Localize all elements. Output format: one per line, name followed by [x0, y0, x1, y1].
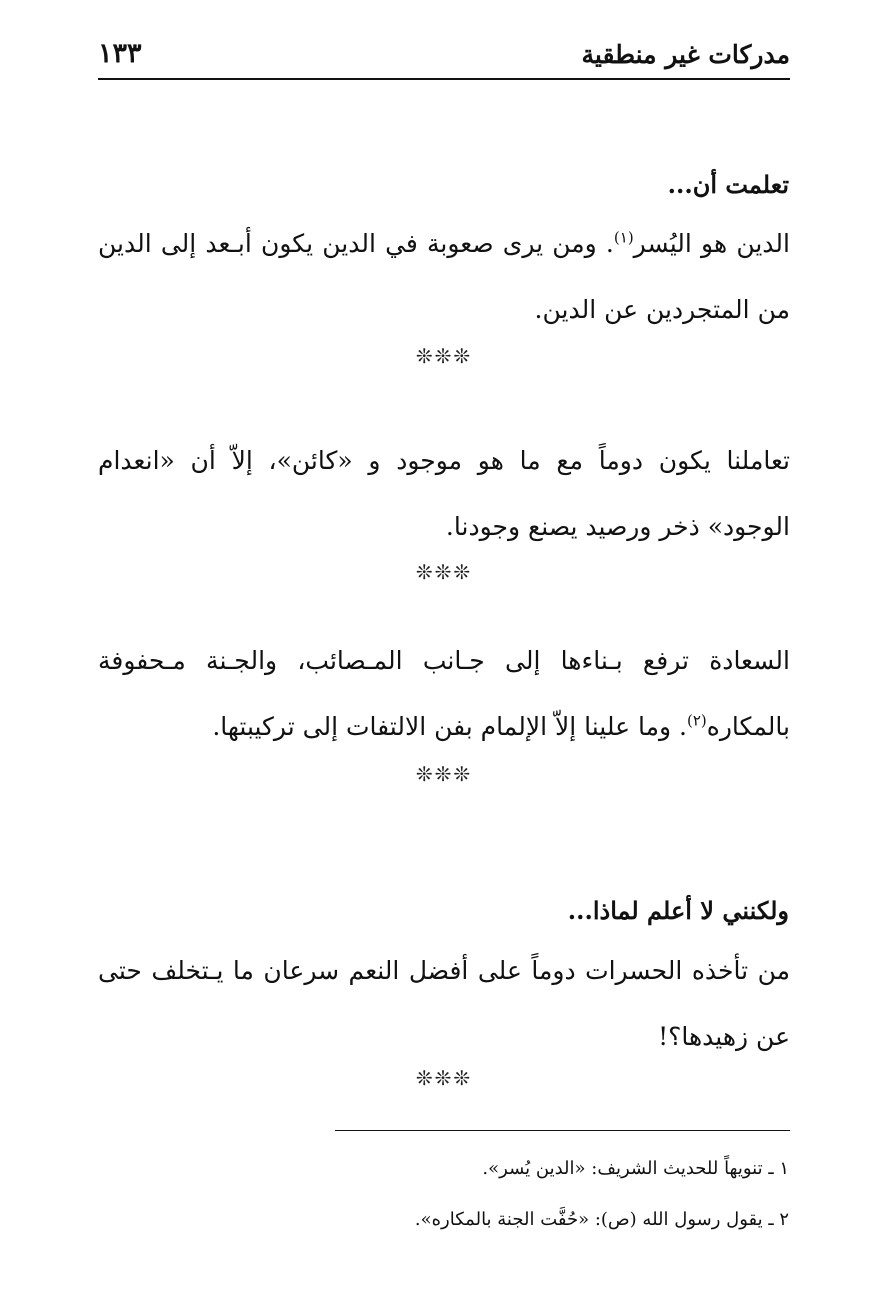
paragraph-text: السعادة ترفع بـناءها إلى جـانب المـصائب، والجـنة مـحفوفة بالمكاره [98, 646, 790, 741]
footnote-1: ١ ـ تنويهاً للحديث الشريف: «الدين يُسر». [482, 1158, 789, 1179]
section-heading-learned: تعلمت أن... [667, 170, 789, 199]
section-separator: ❊❊❊ [415, 560, 473, 584]
running-header [98, 38, 790, 80]
paragraph-happiness [98, 628, 790, 760]
section-separator: ❊❊❊ [415, 1066, 473, 1090]
paragraph-text: الدين هو اليُسر [633, 229, 790, 258]
paragraph-religion-ease [98, 211, 790, 343]
section-separator: ❊❊❊ [415, 344, 473, 368]
footnote-divider [335, 1130, 790, 1131]
paragraph-text: . وما علينا إلاّ الإلمام بفن الالتفات إلى تركيبتها. [212, 712, 687, 741]
paragraph-regrets: من تأخذه الحسرات دوماً على أفضل النعم سرعان ما يـتخلف حتى عن زهيدها؟! [98, 956, 790, 1051]
footnote-ref-2: (٢) [686, 711, 707, 730]
page-number: ١٣٣ [98, 38, 142, 69]
footnote-ref-1: (١) [613, 228, 634, 247]
running-title: مدركات غير منطقية [581, 40, 790, 69]
section-heading-dont-know: ولكنني لا أعلم لماذا... [567, 896, 789, 925]
footnote-2: ٢ ـ يقول رسول الله (ص): «حُفَّت الجنة بالمكاره». [414, 1209, 789, 1230]
paragraph-existence: تعاملنا يكون دوماً مع ما هو موجود و «كائن»، إلاّ أن «انعدام الوجود» ذخر ورصيد يصنع وجودنا. [98, 446, 790, 541]
paragraph-text: . ومن يرى صعوبة في الدين يكون أبـعد إلى الدين من المتجردين عن الدين. [98, 229, 790, 324]
section-separator: ❊❊❊ [415, 762, 473, 786]
